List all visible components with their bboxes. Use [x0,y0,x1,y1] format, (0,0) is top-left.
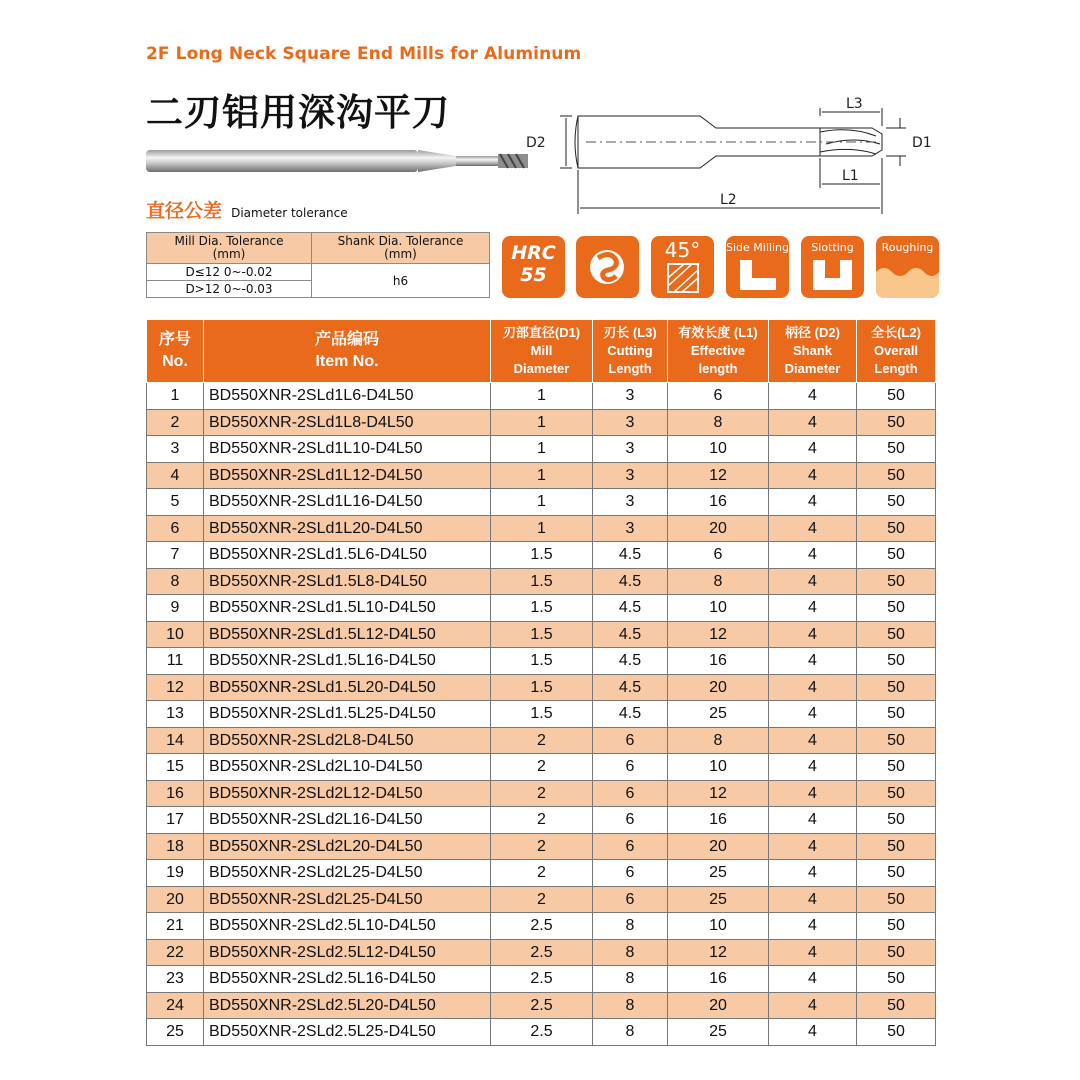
cell-shank-diameter: 4 [769,1019,857,1046]
cell-shank-diameter: 4 [769,966,857,993]
cell-shank-diameter: 4 [769,833,857,860]
cell-no: 23 [147,966,204,993]
cell-no: 18 [147,833,204,860]
cell-cutting-length: 3 [593,489,668,516]
cell-effective-length: 25 [668,886,769,913]
cell-no: 14 [147,727,204,754]
cell-no: 5 [147,489,204,516]
header-effective-length: 有效长度 (L1) Effective length [668,320,769,383]
tolerance-table [146,232,490,298]
cell-no: 1 [147,383,204,410]
cell-item-no: BD550XNR-2SLd2L12-D4L50 [204,780,491,807]
end-mill-photo [144,138,534,182]
roughing-badge: Roughing [876,236,939,298]
table-row [147,621,936,648]
cell-shank-diameter: 4 [769,436,857,463]
table-row [147,383,936,410]
table-row [147,409,936,436]
table-row [147,886,936,913]
product-table [146,319,936,1046]
cell-cutting-length: 4.5 [593,701,668,728]
table-row [147,860,936,887]
tolerance-row: D>12 0~-0.03 [147,281,312,298]
cell-effective-length: 16 [668,489,769,516]
cell-no: 20 [147,886,204,913]
header-item-no: 产品编码 Item No. [204,320,491,383]
cell-cutting-length: 4.5 [593,542,668,569]
slotting-badge: Slotting [801,236,864,298]
table-row [147,489,936,516]
side-milling-badge: Side Milling [726,236,789,298]
cell-mill-diameter: 2 [491,780,593,807]
cell-mill-diameter: 2 [491,807,593,834]
cell-item-no: BD550XNR-2SLd1.5L8-D4L50 [204,568,491,595]
cell-cutting-length: 6 [593,860,668,887]
cell-overall-length: 50 [857,409,936,436]
subtitle-english: 2F Long Neck Square End Mills for Aluminum [146,44,582,64]
dimension-drawing [520,88,940,218]
cell-cutting-length: 4.5 [593,621,668,648]
header-shank-diameter: 柄径 (D2) Shank Diameter [769,320,857,383]
cell-no: 9 [147,595,204,622]
cell-mill-diameter: 1.5 [491,674,593,701]
cell-effective-length: 6 [668,383,769,410]
cell-mill-diameter: 1.5 [491,542,593,569]
tolerance-row: D≤12 0~-0.02 [147,264,312,281]
cell-overall-length: 50 [857,939,936,966]
cell-item-no: BD550XNR-2SLd2L25-D4L50 [204,860,491,887]
cell-no: 13 [147,701,204,728]
cell-shank-diameter: 4 [769,489,857,516]
cell-item-no: BD550XNR-2SLd1L16-D4L50 [204,489,491,516]
cell-item-no: BD550XNR-2SLd2L10-D4L50 [204,754,491,781]
cell-mill-diameter: 2 [491,833,593,860]
cell-overall-length: 50 [857,992,936,1019]
cell-shank-diameter: 4 [769,701,857,728]
cell-mill-diameter: 1 [491,489,593,516]
cell-item-no: BD550XNR-2SLd2.5L10-D4L50 [204,913,491,940]
cell-shank-diameter: 4 [769,886,857,913]
cell-effective-length: 16 [668,648,769,675]
cell-item-no: BD550XNR-2SLd1L6-D4L50 [204,383,491,410]
tolerance-header-shank: Shank Dia. Tolerance (mm) [312,233,490,264]
cell-item-no: BD550XNR-2SLd1.5L25-D4L50 [204,701,491,728]
header-no: 序号 No. [147,320,204,383]
cell-shank-diameter: 4 [769,515,857,542]
cell-overall-length: 50 [857,462,936,489]
cell-shank-diameter: 4 [769,939,857,966]
cell-mill-diameter: 1.5 [491,568,593,595]
cell-shank-diameter: 4 [769,754,857,781]
cell-cutting-length: 6 [593,780,668,807]
cell-item-no: BD550XNR-2SLd2L8-D4L50 [204,727,491,754]
cell-item-no: BD550XNR-2SLd2L25-D4L50 [204,886,491,913]
cell-mill-diameter: 1 [491,515,593,542]
cell-effective-length: 12 [668,780,769,807]
table-row [147,992,936,1019]
cell-cutting-length: 6 [593,833,668,860]
cell-cutting-length: 8 [593,913,668,940]
cell-overall-length: 50 [857,515,936,542]
cell-effective-length: 6 [668,542,769,569]
cell-no: 22 [147,939,204,966]
cell-mill-diameter: 2 [491,860,593,887]
cell-effective-length: 10 [668,913,769,940]
cell-cutting-length: 4.5 [593,674,668,701]
cell-mill-diameter: 2 [491,727,593,754]
cell-mill-diameter: 2 [491,886,593,913]
cell-item-no: BD550XNR-2SLd1L12-D4L50 [204,462,491,489]
cell-effective-length: 16 [668,966,769,993]
cell-effective-length: 10 [668,436,769,463]
cell-effective-length: 20 [668,992,769,1019]
cell-overall-length: 50 [857,727,936,754]
table-row [147,595,936,622]
cell-no: 25 [147,1019,204,1046]
cell-effective-length: 16 [668,807,769,834]
tolerance-heading-cn: 直径公差 [146,200,223,222]
cell-mill-diameter: 1 [491,409,593,436]
hrc-badge: HRC 55 [502,236,565,298]
cell-overall-length: 50 [857,542,936,569]
cell-shank-diameter: 4 [769,992,857,1019]
table-row [147,648,936,675]
cell-item-no: BD550XNR-2SLd2.5L16-D4L50 [204,966,491,993]
page-title: 二刃铝用深沟平刀 [146,91,450,134]
cell-shank-diameter: 4 [769,674,857,701]
cell-item-no: BD550XNR-2SLd1.5L20-D4L50 [204,674,491,701]
cell-no: 3 [147,436,204,463]
cell-shank-diameter: 4 [769,595,857,622]
cell-cutting-length: 4.5 [593,568,668,595]
cell-effective-length: 12 [668,939,769,966]
cell-item-no: BD550XNR-2SLd2.5L20-D4L50 [204,992,491,1019]
cell-cutting-length: 8 [593,966,668,993]
cell-overall-length: 50 [857,383,936,410]
cell-item-no: BD550XNR-2SLd2L16-D4L50 [204,807,491,834]
cell-no: 24 [147,992,204,1019]
cell-item-no: BD550XNR-2SLd1L20-D4L50 [204,515,491,542]
cell-effective-length: 10 [668,754,769,781]
table-row [147,913,936,940]
cell-item-no: BD550XNR-2SLd1L8-D4L50 [204,409,491,436]
cell-effective-length: 25 [668,1019,769,1046]
table-row [147,939,936,966]
cell-effective-length: 20 [668,674,769,701]
cell-shank-diameter: 4 [769,542,857,569]
cell-cutting-length: 8 [593,939,668,966]
cell-effective-length: 8 [668,568,769,595]
cell-mill-diameter: 2.5 [491,939,593,966]
cell-cutting-length: 6 [593,727,668,754]
helix-angle-badge: 45° [651,236,714,298]
cell-item-no: BD550XNR-2SLd2.5L25-D4L50 [204,1019,491,1046]
cell-item-no: BD550XNR-2SLd1.5L6-D4L50 [204,542,491,569]
cell-effective-length: 8 [668,727,769,754]
table-row [147,727,936,754]
cell-shank-diameter: 4 [769,860,857,887]
cell-no: 12 [147,674,204,701]
cell-cutting-length: 6 [593,886,668,913]
cell-shank-diameter: 4 [769,383,857,410]
table-row [147,1019,936,1046]
cell-no: 17 [147,807,204,834]
header-mill-diameter: 刃部直径(D1) Mill Diameter [491,320,593,383]
cell-effective-length: 20 [668,833,769,860]
cell-no: 2 [147,409,204,436]
cell-no: 19 [147,860,204,887]
cell-mill-diameter: 2.5 [491,913,593,940]
cell-overall-length: 50 [857,436,936,463]
cell-overall-length: 50 [857,807,936,834]
cell-overall-length: 50 [857,568,936,595]
cell-effective-length: 8 [668,409,769,436]
cell-shank-diameter: 4 [769,648,857,675]
cell-no: 7 [147,542,204,569]
cell-mill-diameter: 2.5 [491,1019,593,1046]
cell-mill-diameter: 1 [491,383,593,410]
cell-mill-diameter: 2.5 [491,966,593,993]
cell-cutting-length: 3 [593,409,668,436]
cell-no: 8 [147,568,204,595]
tolerance-header-mill: Mill Dia. Tolerance (mm) [147,233,312,264]
cell-cutting-length: 3 [593,462,668,489]
table-row [147,833,936,860]
cell-mill-diameter: 1 [491,436,593,463]
table-row [147,674,936,701]
label-l1: L1 [842,168,859,184]
cell-overall-length: 50 [857,1019,936,1046]
cell-cutting-length: 3 [593,515,668,542]
cell-overall-length: 50 [857,489,936,516]
table-row [147,568,936,595]
cell-item-no: BD550XNR-2SLd1.5L10-D4L50 [204,595,491,622]
cell-cutting-length: 3 [593,436,668,463]
cell-overall-length: 50 [857,595,936,622]
cell-shank-diameter: 4 [769,621,857,648]
cell-overall-length: 50 [857,621,936,648]
cell-shank-diameter: 4 [769,462,857,489]
tolerance-heading [146,196,348,223]
label-l3: L3 [846,96,863,112]
table-row [147,515,936,542]
cell-overall-length: 50 [857,886,936,913]
cell-overall-length: 50 [857,860,936,887]
label-d1: D1 [912,135,932,151]
cell-effective-length: 20 [668,515,769,542]
two-flute-icon [576,236,639,298]
table-row [147,701,936,728]
cell-overall-length: 50 [857,648,936,675]
cell-effective-length: 10 [668,595,769,622]
cell-cutting-length: 8 [593,992,668,1019]
table-row [147,780,936,807]
cell-cutting-length: 8 [593,1019,668,1046]
cell-overall-length: 50 [857,913,936,940]
cell-no: 11 [147,648,204,675]
table-row [147,436,936,463]
cell-shank-diameter: 4 [769,409,857,436]
label-l2: L2 [720,192,737,208]
cell-shank-diameter: 4 [769,780,857,807]
cell-overall-length: 50 [857,754,936,781]
cell-no: 6 [147,515,204,542]
cell-overall-length: 50 [857,966,936,993]
cell-item-no: BD550XNR-2SLd2L20-D4L50 [204,833,491,860]
cell-mill-diameter: 1.5 [491,621,593,648]
shank-tolerance-value: h6 [312,264,490,298]
cell-overall-length: 50 [857,674,936,701]
cell-effective-length: 12 [668,621,769,648]
table-row [147,542,936,569]
cell-mill-diameter: 1.5 [491,595,593,622]
cell-mill-diameter: 1 [491,462,593,489]
cell-effective-length: 12 [668,462,769,489]
header-overall-length: 全长(L2) Overall Length [857,320,936,383]
cell-shank-diameter: 4 [769,807,857,834]
cell-no: 4 [147,462,204,489]
cell-cutting-length: 4.5 [593,648,668,675]
table-row [147,807,936,834]
cell-overall-length: 50 [857,780,936,807]
cell-no: 16 [147,780,204,807]
cell-item-no: BD550XNR-2SLd1L10-D4L50 [204,436,491,463]
cell-item-no: BD550XNR-2SLd1.5L12-D4L50 [204,621,491,648]
cell-no: 15 [147,754,204,781]
cell-item-no: BD550XNR-2SLd1.5L16-D4L50 [204,648,491,675]
cell-cutting-length: 6 [593,807,668,834]
cell-effective-length: 25 [668,860,769,887]
cell-effective-length: 25 [668,701,769,728]
cell-shank-diameter: 4 [769,913,857,940]
cell-mill-diameter: 1.5 [491,701,593,728]
cell-mill-diameter: 2 [491,754,593,781]
header-cutting-length: 刃长 (L3) Cutting Length [593,320,668,383]
table-row [147,462,936,489]
cell-mill-diameter: 1.5 [491,648,593,675]
label-d2: D2 [526,135,546,151]
cell-overall-length: 50 [857,833,936,860]
cell-overall-length: 50 [857,701,936,728]
cell-cutting-length: 4.5 [593,595,668,622]
cell-item-no: BD550XNR-2SLd2.5L12-D4L50 [204,939,491,966]
cell-no: 10 [147,621,204,648]
cell-mill-diameter: 2.5 [491,992,593,1019]
cell-no: 21 [147,913,204,940]
table-row [147,754,936,781]
cell-shank-diameter: 4 [769,727,857,754]
tolerance-heading-en: Diameter tolerance [231,206,348,220]
cell-cutting-length: 6 [593,754,668,781]
table-row [147,966,936,993]
cell-cutting-length: 3 [593,383,668,410]
cell-shank-diameter: 4 [769,568,857,595]
